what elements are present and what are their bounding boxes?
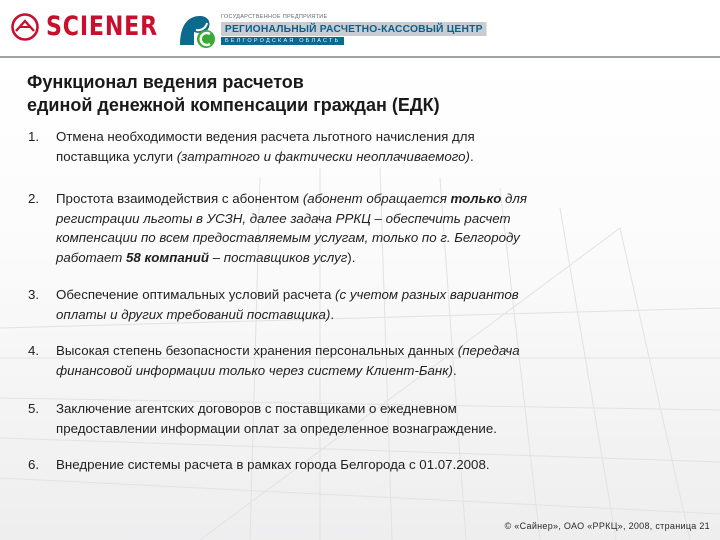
item-line — [56, 248, 686, 268]
item-number: 4. — [28, 343, 40, 358]
item-line: Внедрение системы расчета в рамках города Белгорода с 01.07.2008. — [56, 457, 490, 472]
item-number: 6. — [28, 457, 40, 472]
title-line-1: Функционал ведения расчетов — [27, 72, 304, 92]
item-text-plain: поставщика услуги — [56, 148, 177, 164]
item-text-plain: . — [330, 306, 335, 322]
item-text — [56, 455, 686, 475]
rrkc-logo-icon — [176, 13, 216, 49]
slide-title — [27, 71, 677, 117]
item-line — [56, 341, 686, 361]
item-text-plain: Высокая степень безопасности хранения персональных данных — [56, 343, 458, 358]
item-line: регистрации льготы в УСЗН, далее задача РРКЦ – обеспечить расчет — [56, 210, 511, 226]
item-text-italic: финансовой информации только через систему Клиент-Банк) — [56, 362, 453, 378]
item-text — [56, 189, 686, 267]
partner-region: БЕЛГОРОДСКАЯ ОБЛАСТЬ — [221, 37, 344, 45]
item-text-plain: . — [469, 148, 474, 164]
item-text — [56, 341, 686, 380]
item-line — [56, 361, 686, 381]
footer-copyright: © «Сайнер», ОАО «РРКЦ», 2008, страница 21 — [504, 521, 710, 531]
item-text-italic: для — [501, 191, 527, 206]
item-line: компенсации по всем предоставляемым услугам, только по г. Белгороду — [56, 230, 520, 245]
item-text-italic: (с учетом разных вариантов — [335, 287, 519, 302]
item-line: предоставлении информации оплат за определенное вознаграждение. — [56, 420, 497, 436]
item-text-plain: . — [452, 362, 457, 378]
item-text-plain: Обеспечение оптимальных условий расчета — [56, 287, 336, 302]
partner-subtitle: ГОСУДАРСТВЕННОЕ ПРЕДПРИЯТИЕ — [221, 14, 328, 20]
item-text-emphasis: 58 компаний — [126, 249, 209, 265]
item-text-italic: – поставщиков услуг — [209, 249, 348, 265]
item-number: 3. — [28, 287, 40, 302]
sciener-logo-icon — [10, 12, 40, 42]
item-number: 5. — [28, 401, 40, 416]
item-text-emphasis: только — [450, 191, 502, 206]
header-divider — [0, 56, 720, 58]
header — [0, 0, 720, 62]
title-line-2: единой денежной компенсации граждан (ЕДК) — [27, 95, 440, 115]
brand-wordmark: SCIENER — [46, 11, 159, 42]
item-text — [56, 285, 686, 324]
item-text-plain: ). — [347, 249, 356, 265]
item-line: Отмена необходимости ведения расчета льготного начисления для — [56, 129, 475, 144]
item-number: 2. — [28, 191, 40, 206]
item-text — [56, 127, 686, 166]
item-line — [56, 285, 686, 305]
item-text-italic: (передача — [457, 343, 520, 358]
item-text-plain: Простота взаимодействия с абонентом — [56, 191, 303, 206]
item-line — [56, 305, 686, 325]
item-line — [56, 147, 686, 167]
item-text-italic: (затратного и фактически неоплачиваемого) — [176, 148, 470, 164]
item-line — [56, 189, 686, 209]
item-number: 1. — [28, 129, 40, 144]
item-line: Заключение агентских договоров с поставщиками о ежедневном — [56, 401, 457, 416]
item-text-italic: (абонент обращается — [302, 191, 451, 206]
item-text-italic: работает — [56, 249, 127, 265]
item-text — [56, 399, 686, 438]
partner-name: РЕГИОНАЛЬНЫЙ РАСЧЕТНО-КАССОВЫЙ ЦЕНТР — [221, 22, 487, 36]
item-text-italic: оплаты и других требований поставщика) — [56, 306, 331, 322]
